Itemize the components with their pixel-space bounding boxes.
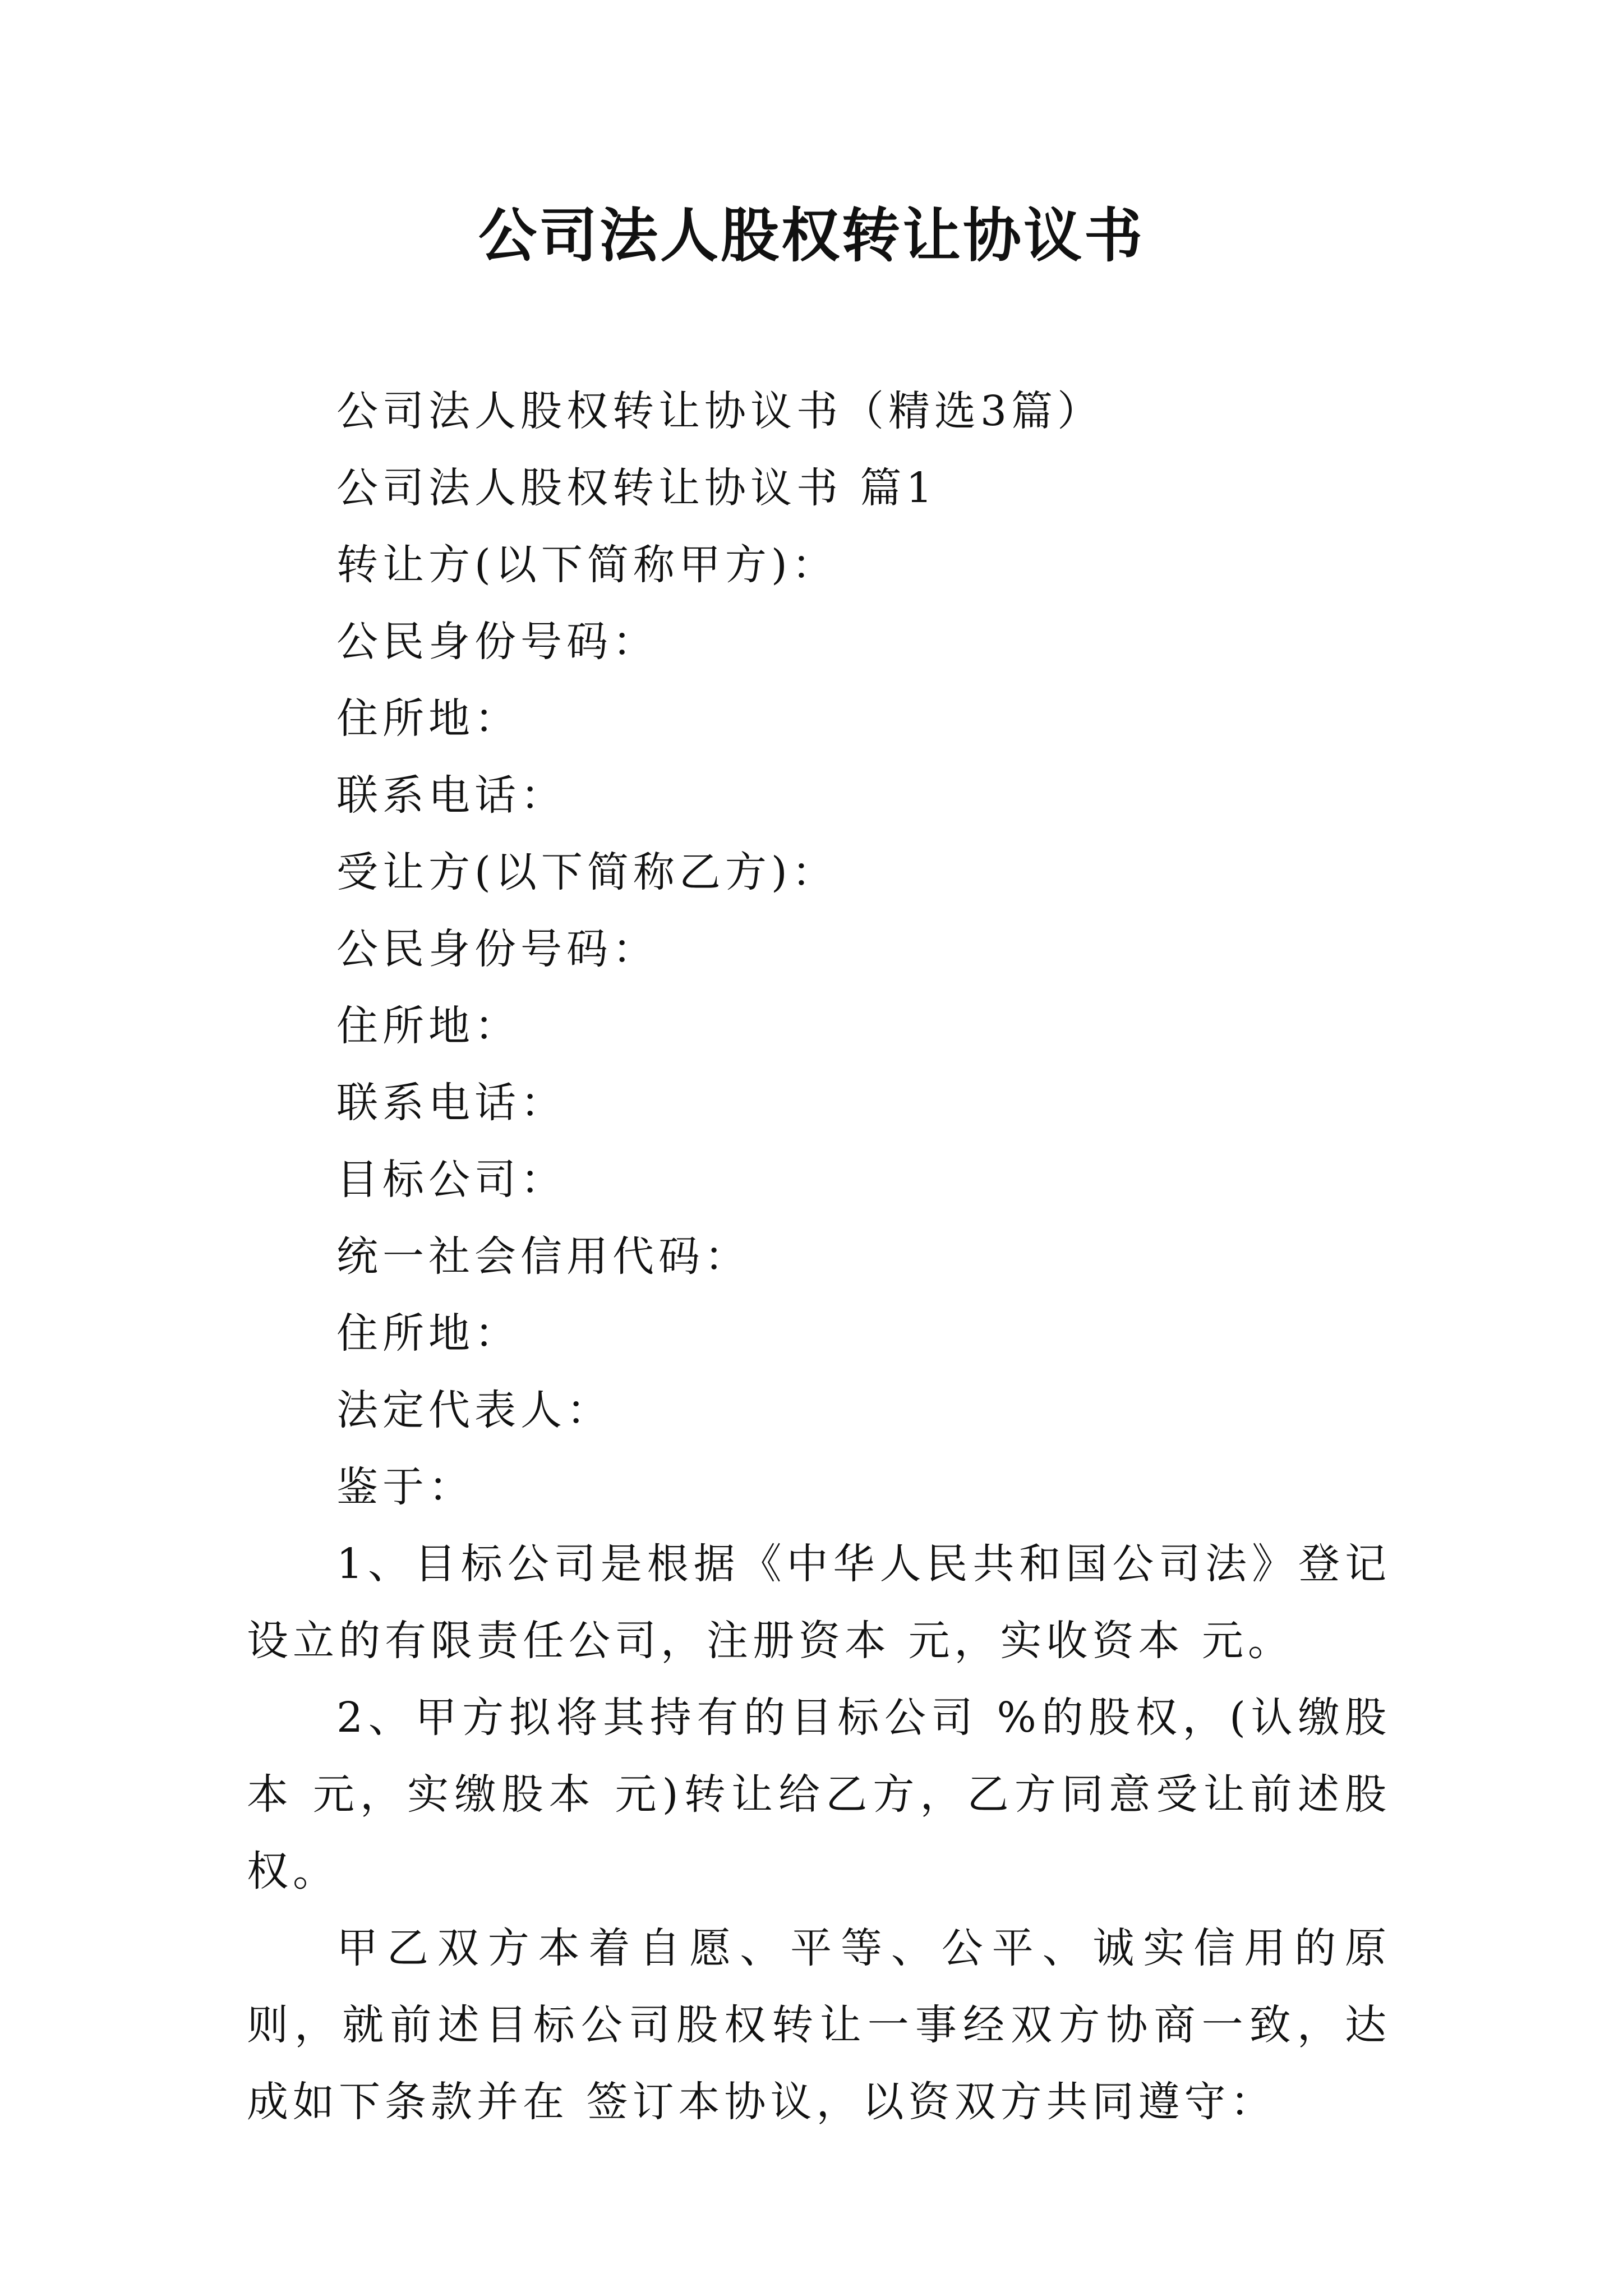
transferor-phone-label: 联系电话：	[336, 771, 566, 820]
recital-paragraph-1: 1、目标公司是根据《中华人民共和国公司法》登记设立的有限责任公司，注册资本 元，实收资本 元。	[247, 1540, 1391, 1665]
transferor-label: 转让方(以下简称甲方)：	[336, 541, 838, 589]
subtitle-line: 公司法人股权转让协议书（精选3篇）	[336, 387, 1104, 435]
transferor-id-label: 公民身份号码：	[336, 618, 658, 666]
transferee-phone-label: 联系电话：	[336, 1079, 566, 1127]
recital-paragraph-2: 2、甲方拟将其持有的目标公司 %的股权，(认缴股本 元，实缴股本 元)转让给乙方，乙方同意受让前述股权。	[247, 1694, 1391, 1895]
legal-representative-label: 法定代表人：	[336, 1386, 612, 1434]
document-title: 公司法人股权转让协议书	[478, 201, 1145, 270]
transferee-id-label: 公民身份号码：	[336, 925, 658, 973]
credit-code-label: 统一社会信用代码：	[336, 1232, 750, 1281]
whereas-label: 鉴于：	[336, 1463, 474, 1511]
transferee-label: 受让方(以下简称乙方)：	[336, 848, 838, 896]
agreement-paragraph: 甲乙双方本着自愿、平等、公平、诚实信用的原则，就前述目标公司股权转让一事经双方协商一致，达成如下条款并在 签订本协议，以资双方共同遵守：	[247, 1924, 1391, 2126]
transferor-address-label: 住所地：	[336, 694, 520, 743]
company-address-label: 住所地：	[336, 1309, 520, 1358]
target-company-label: 目标公司：	[336, 1156, 566, 1204]
document-body	[247, 373, 1391, 2141]
transferee-address-label: 住所地：	[336, 1002, 520, 1050]
section-heading: 公司法人股权转让协议书 篇1	[336, 464, 937, 512]
